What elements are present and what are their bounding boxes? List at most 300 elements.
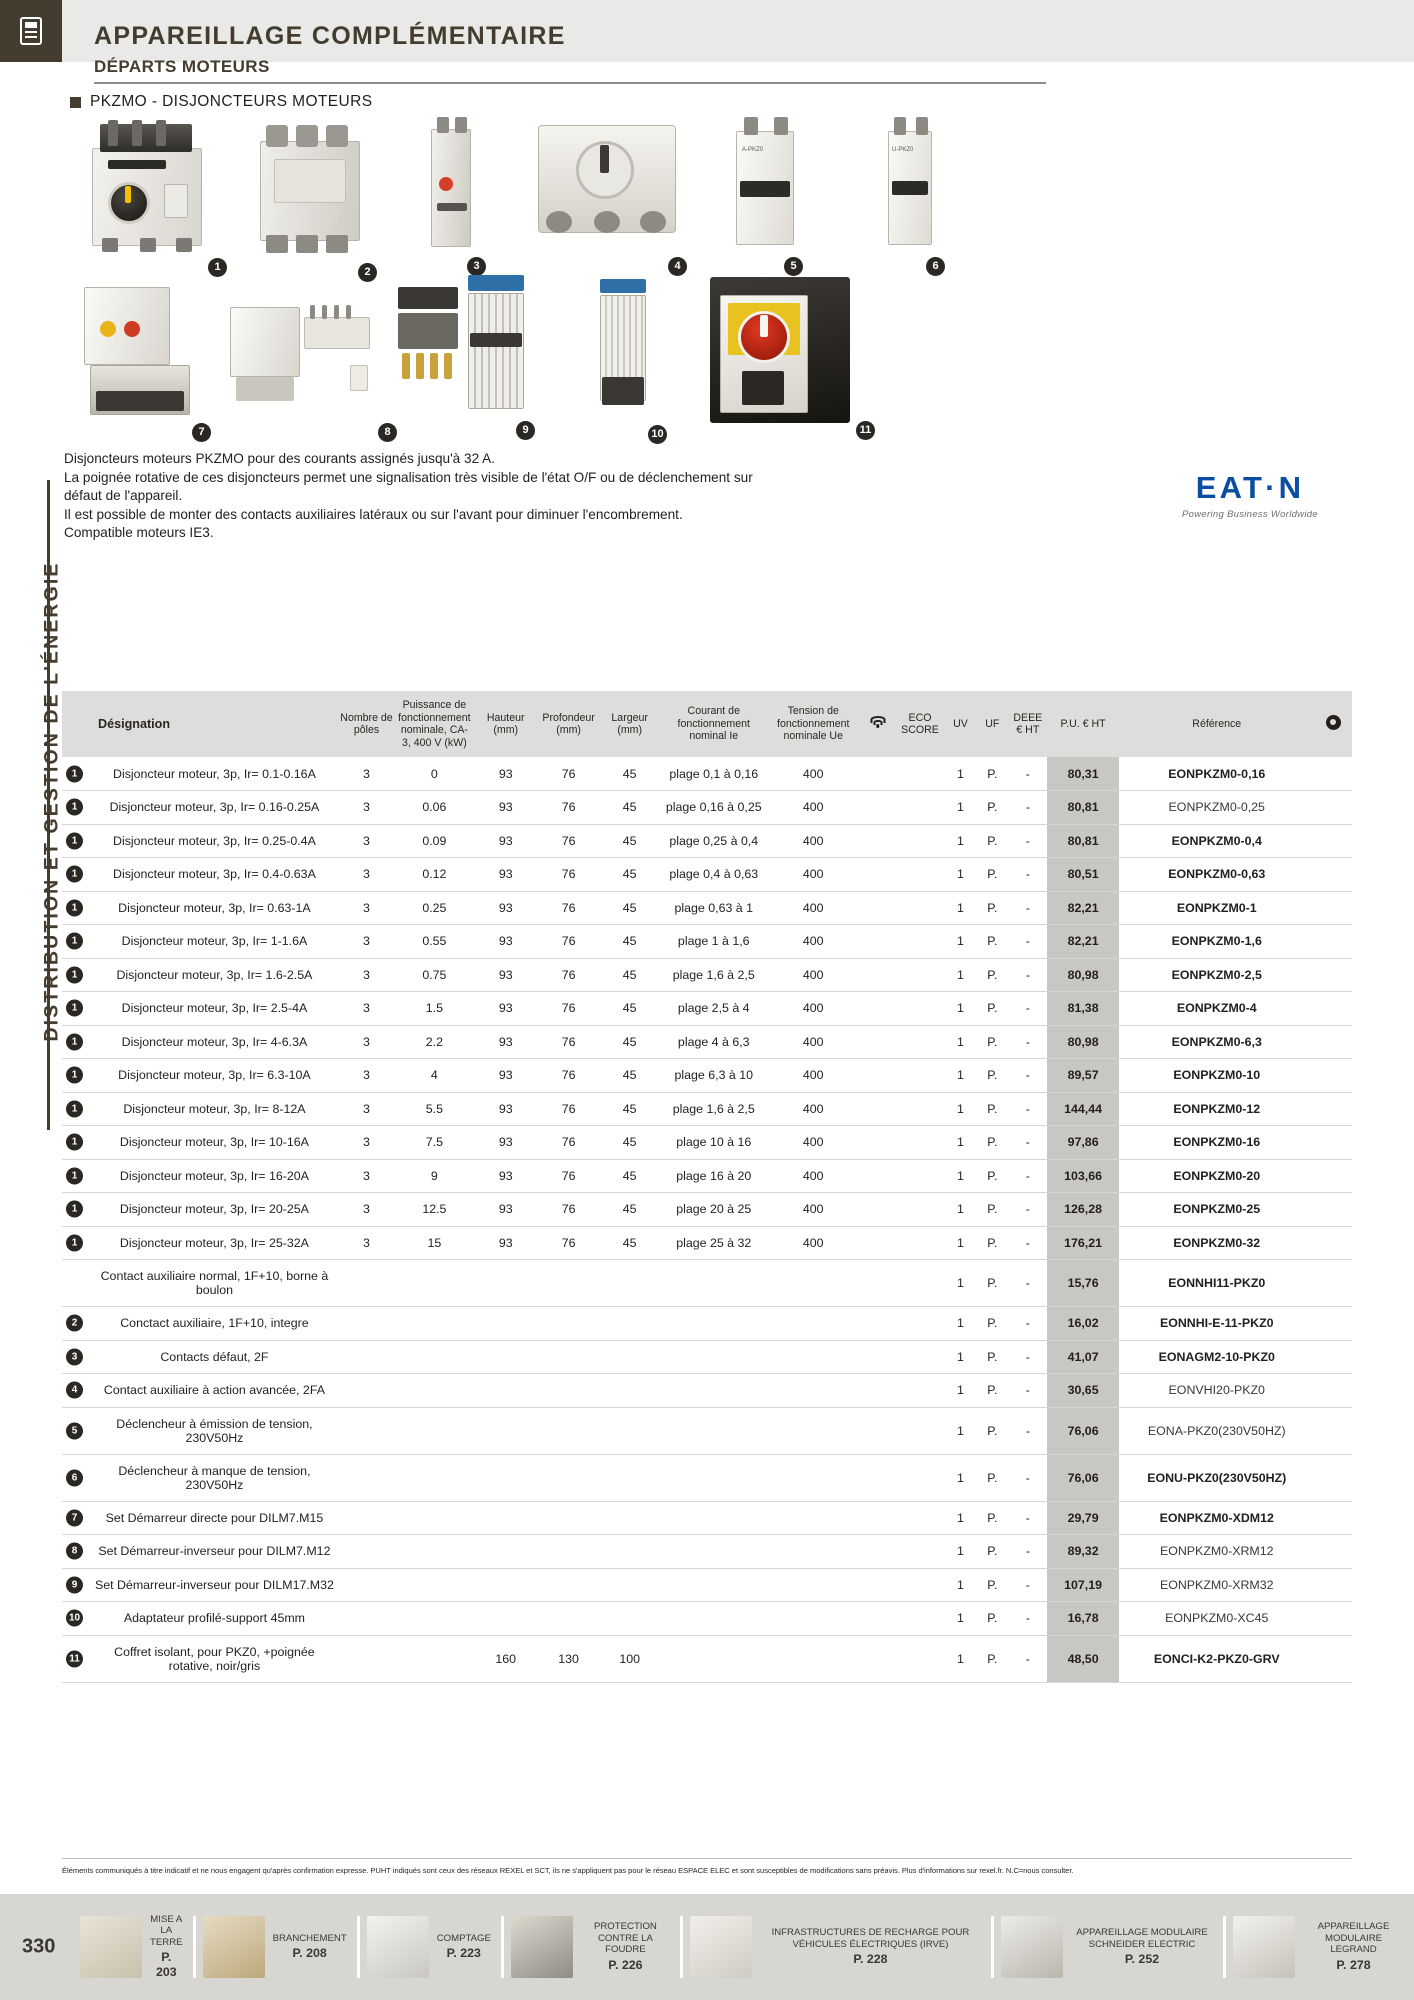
table-row	[62, 824, 1352, 858]
cell-power: 5.5	[396, 1092, 472, 1126]
cell-uf: P.	[976, 992, 1008, 1026]
cell-power	[396, 1501, 472, 1535]
cell-voltage: 400	[767, 1159, 860, 1193]
cell-deee: -	[1008, 1159, 1047, 1193]
cell-current	[661, 1407, 767, 1454]
cell-designation	[62, 925, 337, 959]
cell-wifi	[860, 824, 896, 858]
cell-width: 100	[598, 1635, 661, 1682]
cell-width: 45	[598, 958, 661, 992]
row-callout-badge: 1	[66, 1067, 83, 1084]
footer-nav-item[interactable]	[991, 1908, 1223, 1986]
product-photo-1	[84, 120, 221, 273]
cell-designation	[62, 1501, 337, 1535]
cell-recycle	[1315, 1260, 1352, 1307]
cell-uv: 1	[944, 1407, 976, 1454]
cell-wifi	[860, 1501, 896, 1535]
cell-reference: EONPKZM0-XRM12	[1119, 1535, 1315, 1569]
cell-width: 45	[598, 1059, 661, 1093]
cell-recycle	[1315, 925, 1352, 959]
cell-height	[473, 1501, 539, 1535]
cell-uf: P.	[976, 1193, 1008, 1227]
cell-deee: -	[1008, 1059, 1047, 1093]
cell-power: 0.12	[396, 858, 472, 892]
cell-uv: 1	[944, 1025, 976, 1059]
intro-line-4: Compatible moteurs IE3.	[64, 525, 214, 541]
cell-deee: -	[1008, 1602, 1047, 1636]
cell-reference: EONPKZM0-32	[1119, 1226, 1315, 1260]
cell-poles	[337, 1374, 396, 1408]
cell-recycle	[1315, 1092, 1352, 1126]
cell-uv: 1	[944, 1374, 976, 1408]
cell-power: 0.25	[396, 891, 472, 925]
cell-height: 93	[473, 1092, 539, 1126]
col-header-width: Largeur (mm)	[598, 691, 661, 757]
cell-depth	[539, 1374, 599, 1408]
cell-current: plage 0,63 à 1	[661, 891, 767, 925]
designation-label: Disjoncteur moteur, 3p, Ir= 1-1.6A	[121, 934, 308, 949]
designation-label: Disjoncteur moteur, 3p, Ir= 0.63-1A	[118, 900, 311, 915]
cell-power	[396, 1340, 472, 1374]
designation-label: Déclencheur à manque de tension, 230V50Hz	[118, 1463, 311, 1492]
cell-designation	[62, 1340, 337, 1374]
cell-power	[396, 1535, 472, 1569]
cell-height: 93	[473, 1059, 539, 1093]
row-callout-badge: 6	[66, 1469, 83, 1486]
cell-unit-price: 126,28	[1047, 1193, 1118, 1227]
footer-nav-item[interactable]	[1223, 1908, 1414, 1986]
cell-uf: P.	[976, 1454, 1008, 1501]
cell-unit-price: 82,21	[1047, 891, 1118, 925]
cell-current: plage 20 à 25	[661, 1193, 767, 1227]
cell-poles	[337, 1602, 396, 1636]
cell-current	[661, 1501, 767, 1535]
cell-depth	[539, 1407, 599, 1454]
cell-uv: 1	[944, 891, 976, 925]
cell-width	[598, 1602, 661, 1636]
cell-wifi	[860, 925, 896, 959]
cell-voltage	[767, 1374, 860, 1408]
cell-unit-price: 144,44	[1047, 1092, 1118, 1126]
cell-reference: EONPKZM0-6,3	[1119, 1025, 1315, 1059]
cell-recycle	[1315, 791, 1352, 825]
cell-poles	[337, 1260, 396, 1307]
cell-uf: P.	[976, 1501, 1008, 1535]
cell-recycle	[1315, 992, 1352, 1026]
designation-label: Disjoncteur moteur, 3p, Ir= 0.25-0.4A	[113, 833, 316, 848]
row-callout-badge: 1	[66, 1201, 83, 1218]
cell-power	[396, 1454, 472, 1501]
cell-voltage	[767, 1340, 860, 1374]
cell-deee: -	[1008, 1340, 1047, 1374]
cell-recycle	[1315, 824, 1352, 858]
footer-nav-item[interactable]	[357, 1908, 501, 1986]
designation-label: Disjoncteur moteur, 3p, Ir= 8-12A	[123, 1101, 306, 1116]
table-header-row	[62, 691, 1352, 757]
cell-designation	[62, 992, 337, 1026]
cell-wifi	[860, 1568, 896, 1602]
cell-depth	[539, 1568, 599, 1602]
eaton-logo-name: EAT·N	[1195, 470, 1305, 505]
cell-designation	[62, 1159, 337, 1193]
cell-height: 93	[473, 1226, 539, 1260]
cell-reference: EONPKZM0-0,25	[1119, 791, 1315, 825]
footer-nav-page: P. 228	[853, 1952, 888, 1967]
table-row	[62, 958, 1352, 992]
cell-designation	[62, 1193, 337, 1227]
designation-label: Contacts défaut, 2F	[160, 1349, 269, 1364]
cell-uv: 1	[944, 1307, 976, 1341]
cell-uf: P.	[976, 891, 1008, 925]
cell-uf: P.	[976, 1092, 1008, 1126]
cell-reference: EONAGM2-10-PKZ0	[1119, 1340, 1315, 1374]
cell-designation	[62, 791, 337, 825]
cell-wifi	[860, 1159, 896, 1193]
eaton-logo-tagline: Powering Business Worldwide	[1182, 509, 1318, 520]
cell-unit-price: 89,32	[1047, 1535, 1118, 1569]
section-tab	[0, 0, 62, 62]
product-photo-6: U-PKZ0 6	[874, 117, 962, 252]
cell-designation	[62, 891, 337, 925]
footer-nav-page: P. 203	[155, 1950, 177, 1980]
cell-unit-price: 80,81	[1047, 791, 1118, 825]
photo-callout-10: 10	[648, 425, 667, 444]
col-header-uv: UV	[944, 691, 976, 757]
cell-current: plage 16 à 20	[661, 1159, 767, 1193]
cell-deee: -	[1008, 791, 1047, 825]
cell-reference: EONPKZM0-XC45	[1119, 1602, 1315, 1636]
cell-deee: -	[1008, 891, 1047, 925]
cell-power: 7.5	[396, 1126, 472, 1160]
col-header-current: Courant de fonctionnement nominal Ie	[661, 691, 767, 757]
cell-depth: 76	[539, 1025, 599, 1059]
photo-callout-5: 5	[784, 257, 803, 276]
footer-nav-item[interactable]	[680, 1908, 991, 1986]
cell-width: 45	[598, 992, 661, 1026]
product-photo-2	[252, 125, 372, 278]
row-callout-badge: 1	[66, 1100, 83, 1117]
designation-label: Conctact auxiliaire, 1F+10, integre	[120, 1316, 309, 1331]
cell-eco-score	[896, 958, 945, 992]
cell-current: plage 0,1 à 0,16	[661, 757, 767, 791]
cell-eco-score	[896, 891, 945, 925]
col-header-reference: Référence	[1119, 691, 1315, 757]
cell-eco-score	[896, 1193, 945, 1227]
cell-width: 45	[598, 1025, 661, 1059]
row-callout-badge: 1	[66, 1000, 83, 1017]
cell-width	[598, 1260, 661, 1307]
cell-uv: 1	[944, 1501, 976, 1535]
cell-poles: 3	[337, 757, 396, 791]
cell-depth: 76	[539, 925, 599, 959]
cell-eco-score	[896, 757, 945, 791]
cell-reference: EONNHI-E-11-PKZ0	[1119, 1307, 1315, 1341]
cell-wifi	[860, 1126, 896, 1160]
product-photo-4	[532, 115, 682, 272]
cell-poles: 3	[337, 791, 396, 825]
table-row	[62, 1025, 1352, 1059]
cell-uf: P.	[976, 1407, 1008, 1454]
cell-reference: EONPKZM0-25	[1119, 1193, 1315, 1227]
cell-depth: 76	[539, 992, 599, 1026]
cell-voltage	[767, 1602, 860, 1636]
cell-eco-score	[896, 1159, 945, 1193]
cell-recycle	[1315, 1602, 1352, 1636]
cell-current	[661, 1535, 767, 1569]
cell-width: 45	[598, 1126, 661, 1160]
cell-depth: 76	[539, 1059, 599, 1093]
designation-label: Disjoncteur moteur, 3p, Ir= 20-25A	[119, 1202, 309, 1217]
cell-current: plage 0,4 à 0,63	[661, 858, 767, 892]
cell-recycle	[1315, 1501, 1352, 1535]
cell-voltage	[767, 1635, 860, 1682]
cell-width: 45	[598, 757, 661, 791]
cell-designation	[62, 1226, 337, 1260]
cell-power: 1.5	[396, 992, 472, 1026]
cell-current: plage 10 à 16	[661, 1126, 767, 1160]
cell-recycle	[1315, 757, 1352, 791]
footer-nav-item[interactable]	[193, 1908, 357, 1986]
cell-recycle	[1315, 1025, 1352, 1059]
cell-deee: -	[1008, 1092, 1047, 1126]
cell-eco-score	[896, 1059, 945, 1093]
col-header-voltage: Tension de fonctionnement nominale Ue	[767, 691, 860, 757]
cell-unit-price: 103,66	[1047, 1159, 1118, 1193]
cell-depth	[539, 1260, 599, 1307]
cell-current: plage 1 à 1,6	[661, 925, 767, 959]
row-callout-badge: 2	[66, 1315, 83, 1332]
cell-poles	[337, 1340, 396, 1374]
col-header-depth: Profondeur (mm)	[539, 691, 599, 757]
cell-uf: P.	[976, 958, 1008, 992]
cell-reference: EONPKZM0-XRM32	[1119, 1568, 1315, 1602]
rail-vertical-label: DISTRIBUTION ET GESTION DE L'ÉNERGIE	[40, 561, 63, 1042]
cell-deee: -	[1008, 1501, 1047, 1535]
cell-eco-score	[896, 1226, 945, 1260]
cell-width: 45	[598, 858, 661, 892]
recycle-icon	[1326, 715, 1341, 730]
table-row	[62, 992, 1352, 1026]
cell-height: 93	[473, 958, 539, 992]
cell-reference: EONPKZM0-2,5	[1119, 958, 1315, 992]
cell-width	[598, 1568, 661, 1602]
col-header-wifi	[860, 691, 896, 757]
cell-poles: 3	[337, 992, 396, 1026]
row-callout-badge: 1	[66, 765, 83, 782]
table-row	[62, 1374, 1352, 1408]
cell-depth: 76	[539, 757, 599, 791]
cell-poles	[337, 1635, 396, 1682]
cell-deee: -	[1008, 992, 1047, 1026]
cell-recycle	[1315, 1407, 1352, 1454]
cell-reference: EONPKZM0-4	[1119, 992, 1315, 1026]
cell-deee: -	[1008, 1407, 1047, 1454]
cell-voltage	[767, 1307, 860, 1341]
cell-reference: EONPKZM0-XDM12	[1119, 1501, 1315, 1535]
photo-callout-9: 9	[516, 421, 535, 440]
cell-unit-price: 15,76	[1047, 1260, 1118, 1307]
cell-uf: P.	[976, 1159, 1008, 1193]
cell-wifi	[860, 1193, 896, 1227]
designation-label: Disjoncteur moteur, 3p, Ir= 0.4-0.63A	[113, 867, 316, 882]
photo-callout-2: 2	[358, 263, 377, 282]
cell-wifi	[860, 1226, 896, 1260]
cell-deee: -	[1008, 1260, 1047, 1307]
cell-voltage	[767, 1501, 860, 1535]
cell-uf: P.	[976, 1059, 1008, 1093]
cell-voltage: 400	[767, 791, 860, 825]
table-row	[62, 1307, 1352, 1341]
table-row	[62, 1635, 1352, 1682]
cell-voltage	[767, 1454, 860, 1501]
cell-recycle	[1315, 1635, 1352, 1682]
cell-designation	[62, 1374, 337, 1408]
photo-callout-3: 3	[467, 257, 486, 276]
designation-label: Contact auxiliaire à action avancée, 2FA	[103, 1383, 325, 1398]
cell-depth	[539, 1454, 599, 1501]
row-callout-badge: 1	[66, 866, 83, 883]
cell-eco-score	[896, 1092, 945, 1126]
cell-current	[661, 1635, 767, 1682]
designation-label: Disjoncteur moteur, 3p, Ir= 10-16A	[119, 1135, 309, 1150]
cell-uf: P.	[976, 1568, 1008, 1602]
cell-reference: EONPKZM0-12	[1119, 1092, 1315, 1126]
designation-label: Set Démarreur directe pour DILM7.M15	[105, 1510, 324, 1525]
cell-unit-price: 107,19	[1047, 1568, 1118, 1602]
family-label: PKZMO - DISJONCTEURS MOTEURS	[90, 93, 373, 110]
cell-unit-price: 76,06	[1047, 1454, 1118, 1501]
table-row	[62, 1126, 1352, 1160]
cell-unit-price: 16,78	[1047, 1602, 1118, 1636]
table-row	[62, 791, 1352, 825]
col-header-poles: Nombre de pôles	[337, 691, 396, 757]
cell-uv: 1	[944, 1059, 976, 1093]
cell-voltage	[767, 1535, 860, 1569]
connection-cabinet-thumb	[203, 1916, 265, 1978]
cell-voltage: 400	[767, 958, 860, 992]
row-callout-badge: 1	[66, 1234, 83, 1251]
cell-uv: 1	[944, 1092, 976, 1126]
cell-reference: EONCI-K2-PKZ0-GRV	[1119, 1635, 1315, 1682]
cell-unit-price: 80,81	[1047, 824, 1118, 858]
cell-eco-score	[896, 1454, 945, 1501]
designation-label: Disjoncteur moteur, 3p, Ir= 25-32A	[119, 1235, 309, 1250]
photo-callout-7: 7	[192, 423, 211, 442]
cell-height: 93	[473, 858, 539, 892]
cell-voltage: 400	[767, 1193, 860, 1227]
cell-height: 93	[473, 891, 539, 925]
cell-designation	[62, 1025, 337, 1059]
photo-callout-6: 6	[926, 257, 945, 276]
footer-nav-label: PROTECTION CONTRE LA FOUDRE	[593, 1921, 657, 1956]
cell-depth: 76	[539, 891, 599, 925]
cell-width	[598, 1374, 661, 1408]
cell-deee: -	[1008, 1307, 1047, 1341]
cell-height: 93	[473, 791, 539, 825]
cell-uv: 1	[944, 958, 976, 992]
cell-designation	[62, 858, 337, 892]
cell-power	[396, 1260, 472, 1307]
cell-recycle	[1315, 858, 1352, 892]
cell-recycle	[1315, 1454, 1352, 1501]
col-header-height: Hauteur (mm)	[473, 691, 539, 757]
row-callout-badge: 9	[66, 1576, 83, 1593]
cell-eco-score	[896, 1568, 945, 1602]
page-title: APPAREILLAGE COMPLÉMENTAIRE	[94, 22, 566, 50]
cell-width	[598, 1407, 661, 1454]
cell-reference: EONPKZM0-10	[1119, 1059, 1315, 1093]
footer-nav-text	[437, 1933, 491, 1961]
footer-nav-item[interactable]	[70, 1908, 193, 1986]
cell-depth	[539, 1602, 599, 1636]
footer-nav-page: P. 278	[1336, 1957, 1371, 1972]
cell-depth	[539, 1307, 599, 1341]
footer-nav-page: P. 223	[446, 1946, 481, 1961]
cell-deee: -	[1008, 1454, 1047, 1501]
cell-uv: 1	[944, 824, 976, 858]
cell-wifi	[860, 1059, 896, 1093]
section-rail	[0, 0, 62, 1887]
cell-reference: EONPKZM0-0,16	[1119, 757, 1315, 791]
cell-poles: 3	[337, 891, 396, 925]
cell-poles: 3	[337, 1025, 396, 1059]
cell-voltage: 400	[767, 1092, 860, 1126]
photo-callout-1: 1	[208, 258, 227, 277]
cell-current	[661, 1568, 767, 1602]
table-row	[62, 891, 1352, 925]
footer-nav-label: MISE A LA TERRE	[150, 1913, 183, 1948]
cell-wifi	[860, 757, 896, 791]
cell-eco-score	[896, 1602, 945, 1636]
cell-current	[661, 1260, 767, 1307]
cell-wifi	[860, 1340, 896, 1374]
cell-current: plage 25 à 32	[661, 1226, 767, 1260]
cell-reference: EONPKZM0-1	[1119, 891, 1315, 925]
cell-uv: 1	[944, 1126, 976, 1160]
cell-unit-price: 82,21	[1047, 925, 1118, 959]
cell-eco-score	[896, 1025, 945, 1059]
cell-uf: P.	[976, 1307, 1008, 1341]
cell-eco-score	[896, 1635, 945, 1682]
footer-nav-item[interactable]	[501, 1908, 680, 1986]
footer-nav-text	[150, 1914, 183, 1980]
col-header-uf: UF	[976, 691, 1008, 757]
cell-wifi	[860, 1635, 896, 1682]
product-photo-5: A-PKZ0 5	[722, 117, 810, 252]
cell-current: plage 4 à 6,3	[661, 1025, 767, 1059]
cell-recycle	[1315, 1226, 1352, 1260]
row-callout-badge: 5	[66, 1422, 83, 1439]
cell-depth	[539, 1501, 599, 1535]
cell-unit-price: 80,98	[1047, 958, 1118, 992]
cell-recycle	[1315, 1374, 1352, 1408]
cell-voltage: 400	[767, 992, 860, 1026]
cell-eco-score	[896, 1260, 945, 1307]
designation-label: Set Démarreur-inverseur pour DILM17.M32	[94, 1577, 334, 1592]
cell-power: 0.75	[396, 958, 472, 992]
cell-height: 160	[473, 1635, 539, 1682]
cell-reference: EONPKZM0-0,63	[1119, 858, 1315, 892]
cell-power: 0.55	[396, 925, 472, 959]
cell-height	[473, 1454, 539, 1501]
cell-unit-price: 89,57	[1047, 1059, 1118, 1093]
family-bullet-icon	[70, 97, 81, 108]
cell-deee: -	[1008, 1568, 1047, 1602]
cell-depth: 76	[539, 1159, 599, 1193]
product-photo-10	[582, 279, 668, 440]
cell-designation	[62, 1407, 337, 1454]
cell-designation	[62, 1260, 337, 1307]
